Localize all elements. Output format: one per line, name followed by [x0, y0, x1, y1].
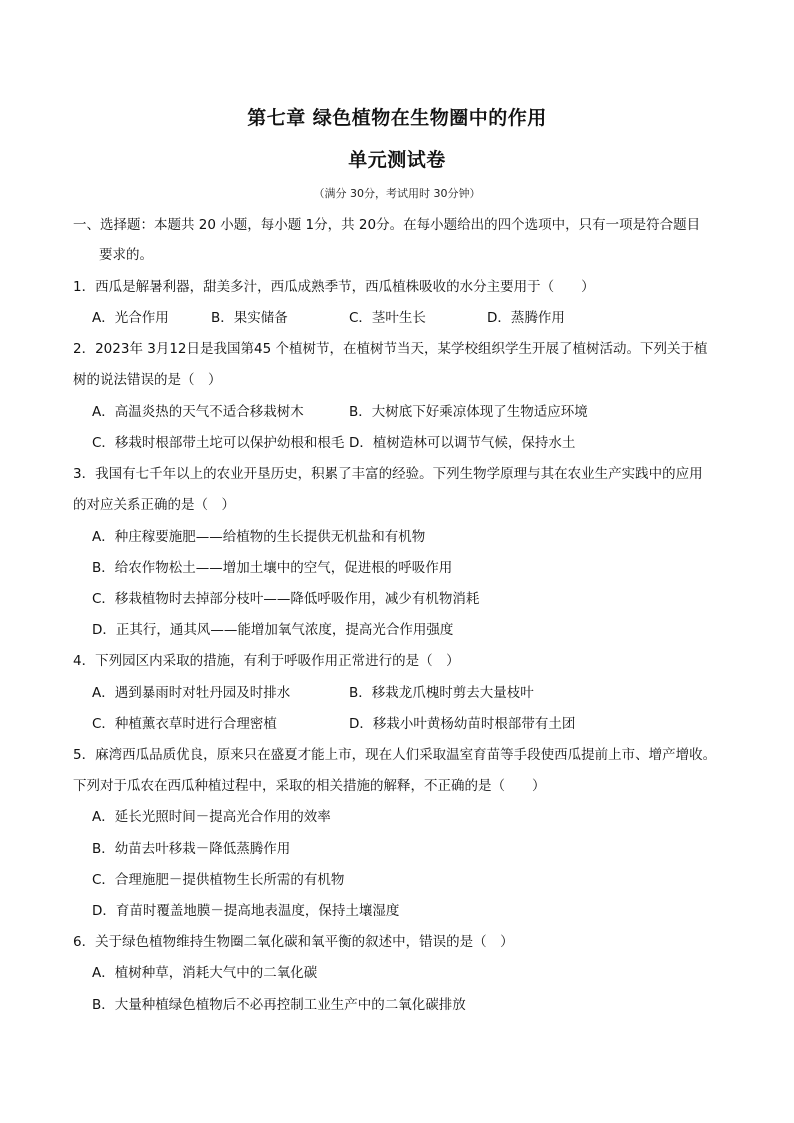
- question-option: A．植树种草，消耗大气中的二氧化碳: [92, 965, 318, 981]
- question-stem: 的对应关系正确的是（ ）: [73, 497, 235, 513]
- question-stem: 6．关于绿色植物维持生物圈二氧化碳和氧平衡的叙述中，错误的是（ ）: [73, 934, 514, 950]
- question-stem: 2．2023年 3月12日是我国第45 个植树节，在植树节当天，某学校组织学生开展了植树活动。下列关于植: [73, 341, 708, 357]
- question-option: A．高温炎热的天气不适合移栽树木: [92, 404, 304, 420]
- question-option: B．果实储备: [211, 310, 288, 326]
- page-title: 第七章 绿色植物在生物圈中的作用: [247, 107, 547, 129]
- question-option: D．植树造林可以调节气候，保持水土: [349, 435, 576, 451]
- section-instruction-line: 要求的。: [99, 247, 153, 263]
- question-option: A．光合作用: [92, 310, 169, 326]
- question-option: A．遇到暴雨时对牡丹园及时排水: [92, 685, 291, 701]
- question-option: D．蒸腾作用: [487, 310, 565, 326]
- question-option: C．种植薰衣草时进行合理密植: [92, 716, 277, 732]
- question-option: D．育苗时覆盖地膜－提高地表温度，保持土壤湿度: [92, 903, 400, 919]
- question-option: B．移栽龙爪槐时剪去大量枝叶: [349, 685, 534, 701]
- question-option: C．茎叶生长: [349, 310, 426, 326]
- exam-note: （满分 30分，考试用时 30分钟）: [313, 187, 481, 200]
- question-stem: 树的说法错误的是（ ）: [73, 372, 222, 388]
- question-option: C．移栽植物时去掉部分枝叶——降低呼吸作用，减少有机物消耗: [92, 591, 480, 607]
- question-option: D．移栽小叶黄杨幼苗时根部带有土团: [349, 716, 576, 732]
- question-option: C．合理施肥－提供植物生长所需的有机物: [92, 872, 345, 888]
- section-instruction-line: 一、选择题：本题共 20 小题，每小题 1分，共 20分。在每小题给出的四个选项中，只有一项是符合题目: [73, 217, 701, 233]
- question-option: B．幼苗去叶移栽－降低蒸腾作用: [92, 841, 291, 857]
- question-stem: 下列对于瓜农在西瓜种植过程中，采取的相关措施的解释，不正确的是（ ）: [73, 778, 546, 794]
- question-option: A．延长光照时间－提高光合作用的效率: [92, 809, 331, 825]
- question-stem: 3．我国有七千年以上的农业开垦历史，积累了丰富的经验。下列生物学原理与其在农业生产实践中的应用: [73, 466, 703, 482]
- question-stem: 4．下列园区内采取的措施，有利于呼吸作用正常进行的是（ ）: [73, 653, 460, 669]
- question-option: A．种庄稼要施肥——给植物的生长提供无机盐和有机物: [92, 529, 426, 545]
- question-option: B．给农作物松土——增加土壤中的空气，促进根的呼吸作用: [92, 560, 453, 576]
- question-option: B．大量种植绿色植物后不必再控制工业生产中的二氧化碳排放: [92, 997, 466, 1013]
- page-subtitle: 单元测试卷: [348, 149, 446, 171]
- question-stem: 5．麻湾西瓜品质优良，原来只在盛夏才能上市，现在人们采取温室育苗等手段使西瓜提前上市、增产增收。: [73, 747, 717, 763]
- question-option: C．移栽时根部带土坨可以保护幼根和根毛: [92, 435, 345, 451]
- question-option: B．大树底下好乘凉体现了生物适应环境: [349, 404, 588, 420]
- question-stem: 1．西瓜是解暑利器，甜美多汁，西瓜成熟季节，西瓜植株吸收的水分主要用于（ ）: [73, 279, 595, 295]
- question-option: D．正其行，通其风——能增加氧气浓度，提高光合作用强度: [92, 622, 454, 638]
